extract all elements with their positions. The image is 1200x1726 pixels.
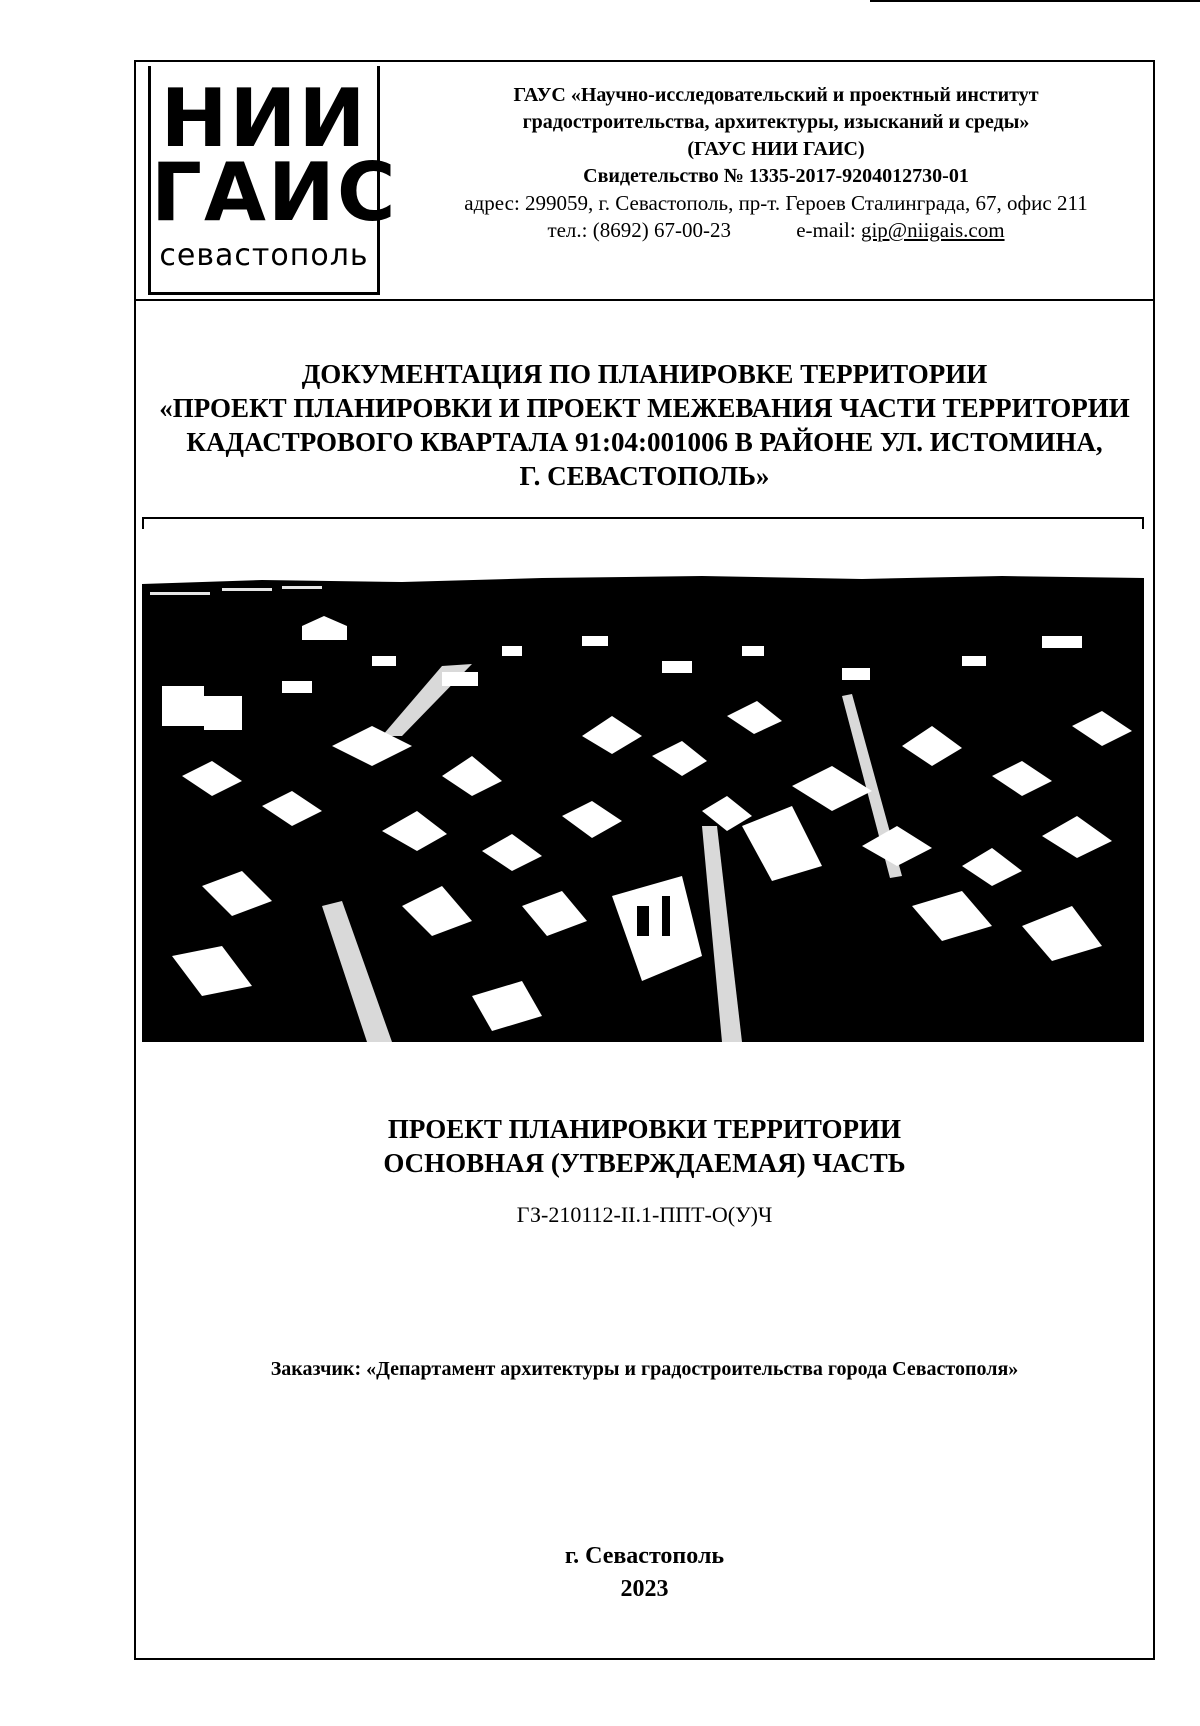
scan-edge-mark — [870, 0, 1200, 2]
year: 2023 — [620, 1576, 669, 1602]
header-row — [136, 62, 1153, 301]
org-address: адрес: 299059, г. Севастополь, пр-т. Героев Сталинграда, 67, офис 211 — [464, 191, 1088, 215]
section-title-line1: ПРОЕКТ ПЛАНИРОВКИ ТЕРРИТОРИИ — [387, 1114, 902, 1144]
organization-info — [406, 82, 1146, 244]
document-title-line3: КАДАСТРОВОГО КВАРТАЛА 91:04:001006 В РАЙОНЕ УЛ. ИСТОМИНА, — [186, 427, 1103, 457]
customer-line: Заказчик: «Департамент архитектуры и градостроительства города Севастополя» — [270, 1358, 1019, 1380]
section-title-line2: ОСНОВНАЯ (УТВЕРЖДАЕМАЯ) ЧАСТЬ — [383, 1148, 906, 1178]
document-title-line1: ДОКУМЕНТАЦИЯ ПО ПЛАНИРОВКЕ ТЕРРИТОРИИ — [301, 359, 988, 389]
title-page-frame — [134, 60, 1155, 1660]
city-name: г. Севастополь — [564, 1543, 725, 1569]
separator-rule — [142, 517, 1144, 529]
org-email-link[interactable]: gip@niigais.com — [860, 218, 1005, 242]
document-title-line4: Г. СЕВАСТОПОЛЬ» — [519, 461, 770, 491]
org-name-line1: ГАУС «Научно-исследовательский и проектный институт — [513, 84, 1039, 106]
org-certificate: Свидетельство № 1335-2017-9204012730-01 — [583, 165, 969, 187]
document-title — [136, 357, 1153, 493]
aerial-city-photo — [142, 576, 1144, 1042]
document-title-line2: «ПРОЕКТ ПЛАНИРОВКИ И ПРОЕКТ МЕЖЕВАНИЯ ЧАСТИ ТЕРРИТОРИИ — [159, 393, 1130, 423]
org-phone: тел.: (8692) 67-00-23 — [547, 218, 731, 242]
logo-line1: НИИ — [160, 72, 368, 165]
logo-line2: ГАИС — [151, 146, 398, 239]
document-code: ГЗ-210112-II.1-ППТ-О(У)Ч — [516, 1202, 773, 1227]
org-short-name: (ГАУС НИИ ГАИС) — [687, 138, 865, 160]
org-name-line2: градостроительства, архитектуры, изысканий и среды» — [522, 111, 1030, 133]
org-contacts — [406, 217, 1146, 244]
institute-logo — [148, 66, 398, 295]
section-title — [136, 1112, 1153, 1180]
org-email-label: e-mail: — [796, 218, 856, 242]
logo-city: севастополь — [159, 238, 369, 273]
place-and-year — [136, 1540, 1153, 1606]
